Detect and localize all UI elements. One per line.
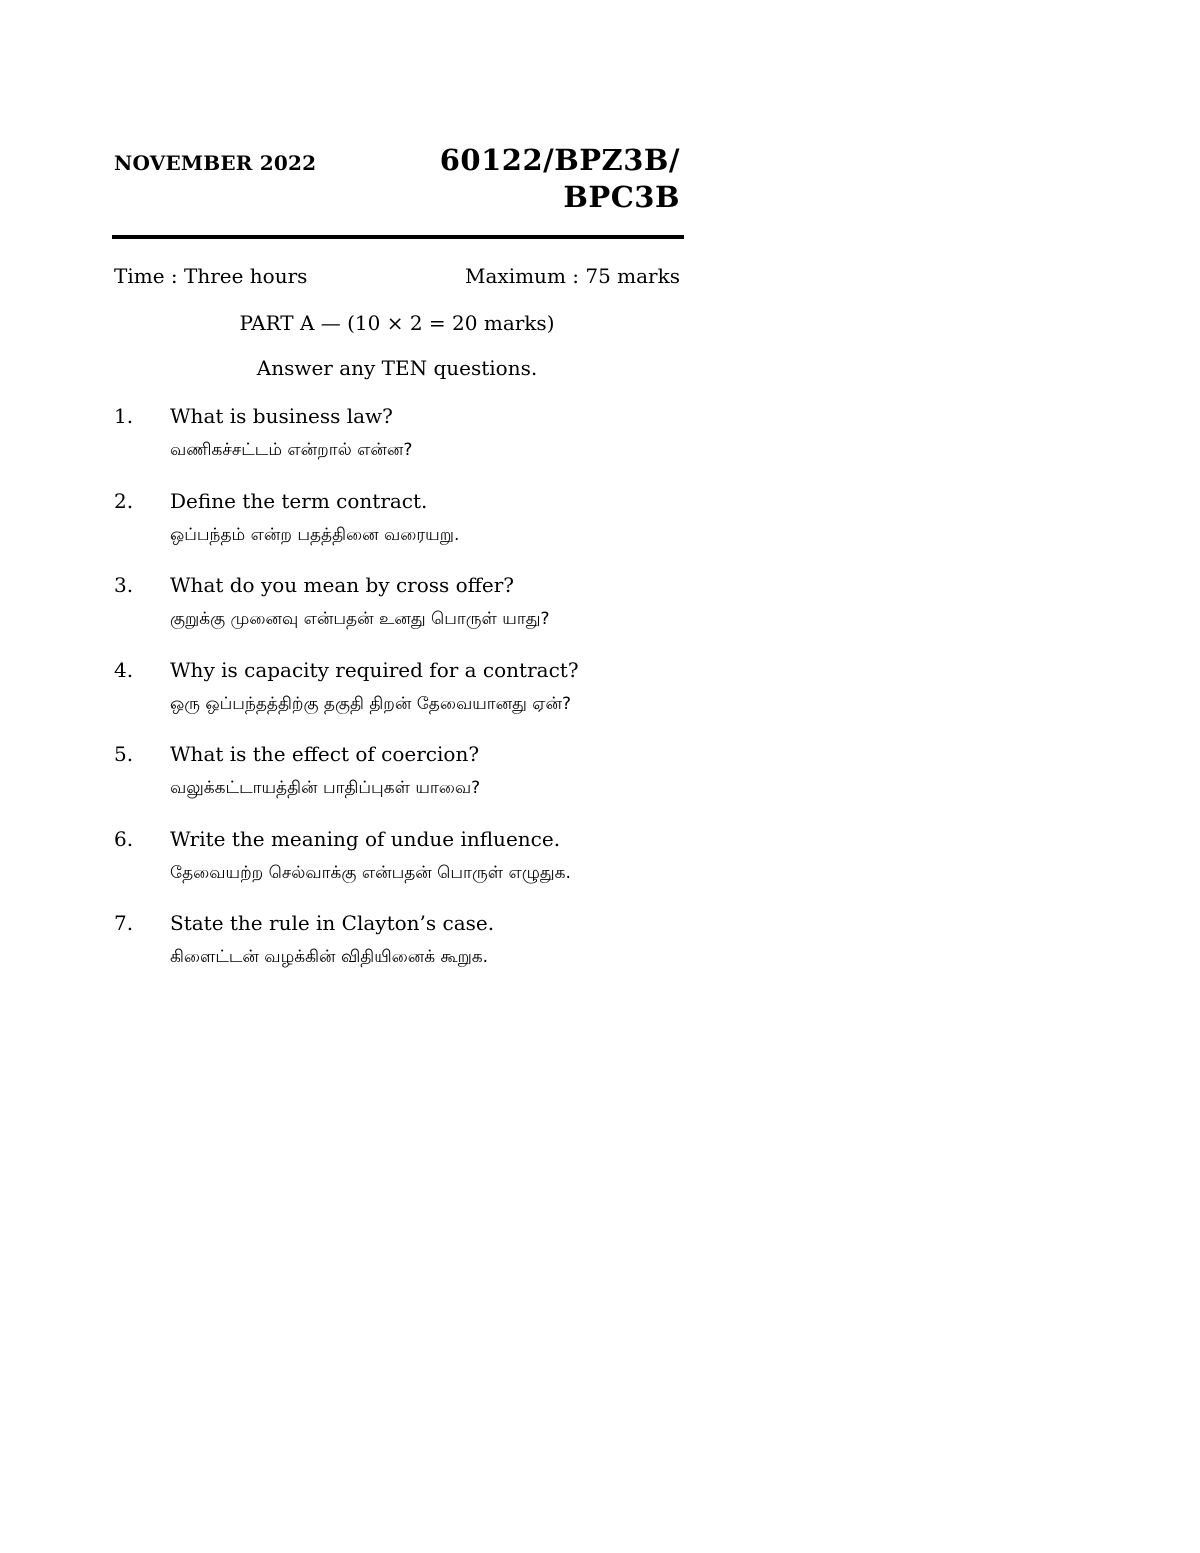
exam-page — [114, 0, 684, 967]
question-item — [114, 827, 684, 912]
paper-code — [440, 142, 680, 216]
question-tamil: வணிகச்சட்டம் என்றால் என்ன? — [170, 440, 413, 460]
question-number: 3. — [114, 573, 134, 597]
question-number: 1. — [114, 404, 134, 428]
question-tamil: தேவையற்ற செல்வாக்கு என்பதன் பொருள் எழுதுக. — [170, 862, 571, 883]
question-english: Why is capacity required for a contract? — [170, 657, 579, 682]
question-tamil: குறுக்கு முனைவு என்பதன் உனது பொருள் யாது? — [170, 609, 550, 629]
question-item — [114, 658, 684, 743]
paper-code-line-2: BPC3B — [563, 180, 680, 214]
question-number: 7. — [114, 911, 134, 935]
question-number: 2. — [114, 488, 134, 513]
exam-time: Time : Three hours — [114, 264, 308, 288]
question-tamil: ஒப்பந்தம் என்ற பதத்தினை வரையறு. — [170, 524, 460, 545]
question-english: Define the term contract. — [170, 488, 428, 513]
question-item — [114, 911, 684, 996]
question-english: What is business law? — [170, 404, 393, 428]
paper-code-line-1: 60122/BPZ3B/ — [439, 143, 680, 177]
part-title: PART A — (10 × 2 = 20 marks) — [239, 311, 555, 335]
question-item — [114, 404, 684, 489]
question-tamil: வலுக்கட்டாயத்தின் பாதிப்புகள் யாவை? — [170, 778, 481, 798]
question-tamil: ஒரு ஒப்பந்தத்திற்கு தகுதி திறன் தேவையானது ஏன்? — [170, 693, 572, 714]
exam-header — [114, 0, 684, 238]
question-item — [114, 742, 684, 827]
exam-date: NOVEMBER 2022 — [114, 151, 317, 175]
question-english: What do you mean by cross offer? — [170, 573, 515, 597]
question-english: Write the meaning of undue influence. — [170, 826, 561, 851]
question-english: What is the effect of coercion? — [170, 742, 480, 766]
header-divider — [112, 235, 684, 239]
question-item — [114, 489, 684, 574]
question-number: 5. — [114, 742, 134, 766]
part-instruction: Answer any TEN questions. — [256, 356, 538, 380]
question-number: 4. — [114, 657, 134, 682]
question-item — [114, 573, 684, 658]
question-english: State the rule in Clayton’s case. — [170, 911, 495, 935]
exam-max-marks: Maximum : 75 marks — [465, 264, 680, 288]
question-list — [114, 404, 684, 996]
question-number: 6. — [114, 826, 134, 851]
question-tamil: கிளைட்டன் வழக்கின் விதியினைக் கூறுக. — [170, 947, 489, 967]
exam-meta — [114, 264, 680, 288]
